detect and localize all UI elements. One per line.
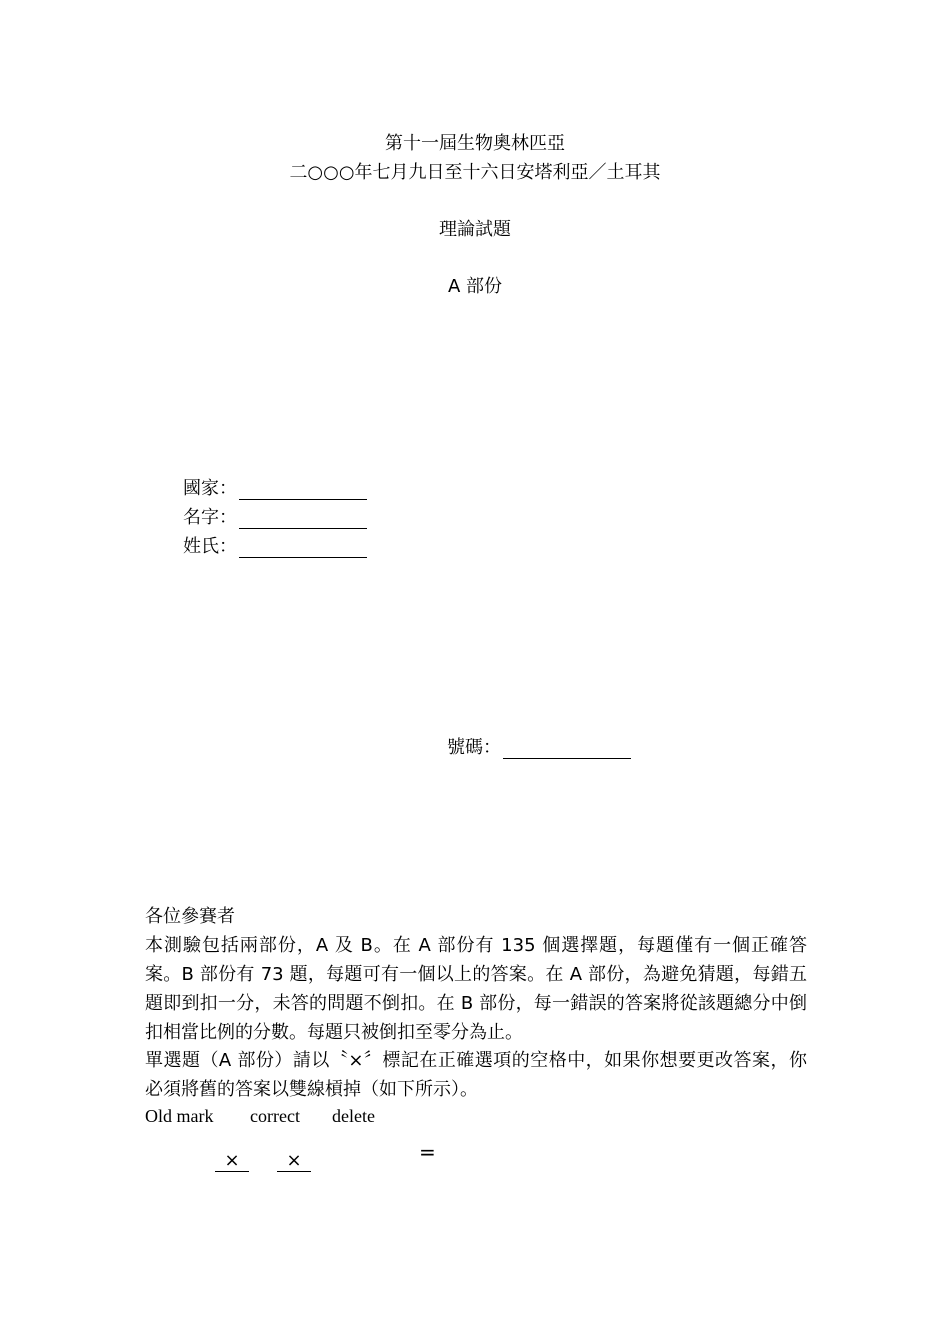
example-old-mark-box: × [215,1151,249,1172]
last-name-blank[interactable] [239,539,367,558]
first-name-label: 名字： [183,507,237,528]
greeting: 各位參賽者 [145,906,235,927]
code-field [447,733,631,759]
country-label: 國家： [183,478,237,499]
last-name-field [183,532,367,558]
instructions-paragraph-1: 本測驗包括兩部份，A 及 B。在 A 部份有 135 個選擇題，每題僅有一個正確答案。B 部份有 73 題，每題可有一個以上的答案。在 A 部份，為避免猜題，每錯五題即到扣一分，未答的問題不倒扣。在 B 部份，每一錯誤的答案將從該題總分中倒扣相當比例的分數。每題只被倒扣至零分為止。 [145,935,807,1043]
instructions-paragraph-2: 單選題（A 部份）請以〝×〞標記在正確選項的空格中，如果你想要更改答案，你必須將舊的答案以雙線槓掉（如下所示）。 [145,1050,807,1100]
country-blank[interactable] [239,481,367,500]
section-heading: 理論試題 [439,219,511,240]
example-correct-mark-box: × [277,1151,311,1172]
example-old-mark-label: Old mark [145,1106,214,1126]
first-name-field [183,503,367,529]
code-blank[interactable] [503,740,631,759]
document-subtitle: 二○○○年七月九日至十六日安塔利亞／土耳其 [289,162,661,183]
example-correct-label: correct [250,1106,300,1126]
example-delete-label: delete [332,1106,375,1126]
first-name-blank[interactable] [239,510,367,529]
code-label: 號碼： [447,737,501,758]
last-name-label: 姓氏： [183,536,237,557]
document-title: 第十一屆生物奧林匹亞 [385,133,565,154]
part-heading: A 部份 [447,276,503,297]
example-delete-mark: = [419,1140,436,1164]
country-field [183,474,367,500]
